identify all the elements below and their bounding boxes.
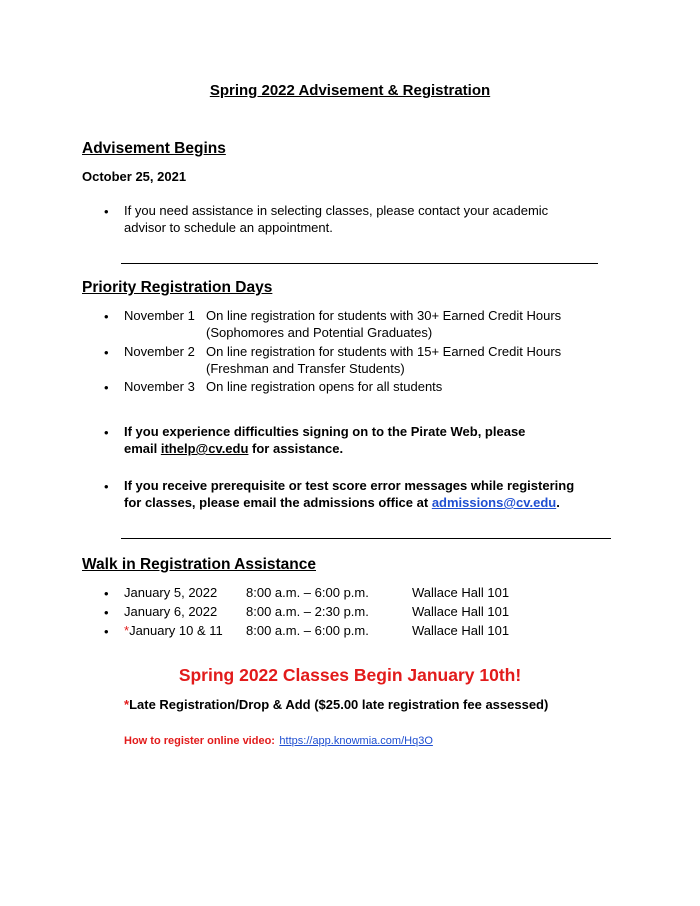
bullet-icon: • xyxy=(104,586,109,601)
advisement-heading: Advisement Begins xyxy=(82,140,226,157)
pirate-web-post: for assistance. xyxy=(248,441,344,456)
asterisk: * xyxy=(124,697,130,712)
prereq-post: . xyxy=(556,495,560,510)
ithelp-email-link[interactable]: ithelp@cv.edu xyxy=(160,441,249,456)
video-link[interactable]: https://app.knowmia.com/Hq3O xyxy=(279,735,433,747)
bullet-icon: • xyxy=(104,479,109,494)
divider xyxy=(121,538,611,539)
video-label: How to register online video: xyxy=(124,735,275,747)
pirate-web-line1: If you experience difficulties signing on to the Pirate Web, please xyxy=(124,424,526,439)
walkin-location: Wallace Hall 101 xyxy=(412,585,510,600)
walkin-date: January 6, 2022 xyxy=(124,604,218,619)
admissions-email-link[interactable]: admissions@cv.edu xyxy=(431,495,557,510)
page-title: Spring 2022 Advisement & Registration xyxy=(209,82,491,99)
prereq-pre: for classes, please email the admissions office at xyxy=(124,495,432,510)
priority-desc-line2: (Freshman and Transfer Students) xyxy=(206,361,405,376)
bullet-icon: • xyxy=(104,624,109,639)
advisement-date: October 25, 2021 xyxy=(82,169,187,184)
prereq-line2 xyxy=(124,494,560,511)
bullet-icon: • xyxy=(104,425,109,440)
prereq-line1: If you receive prerequisite or test score error messages while registering xyxy=(124,478,575,493)
priority-desc-line2: (Sophomores and Potential Graduates) xyxy=(206,325,433,340)
advisement-text-line2: advisor to schedule an appointment. xyxy=(124,220,333,235)
priority-desc-line1: On line registration for students with 15+ Earned Credit Hours xyxy=(206,344,562,359)
walkin-heading: Walk in Registration Assistance xyxy=(82,556,316,573)
advisement-text-line1: If you need assistance in selecting classes, please contact your academic xyxy=(124,203,549,218)
bullet-icon: • xyxy=(104,345,109,360)
priority-date: November 1 xyxy=(124,308,195,323)
priority-desc-line1: On line registration for students with 30+ Earned Credit Hours xyxy=(206,308,562,323)
priority-desc-line1: On line registration opens for all students xyxy=(206,379,443,394)
walkin-location: Wallace Hall 101 xyxy=(412,623,510,638)
walkin-location: Wallace Hall 101 xyxy=(412,604,510,619)
bullet-icon: • xyxy=(104,380,109,395)
walkin-time: 8:00 a.m. – 6:00 p.m. xyxy=(246,585,369,600)
bullet-icon: • xyxy=(104,605,109,620)
priority-heading: Priority Registration Days xyxy=(82,279,273,296)
video-line xyxy=(124,731,433,749)
priority-date: November 3 xyxy=(124,379,195,394)
divider xyxy=(121,263,598,264)
walkin-time: 8:00 a.m. – 2:30 p.m. xyxy=(246,604,369,619)
asterisk: * xyxy=(124,623,130,638)
priority-date: November 2 xyxy=(124,344,195,359)
pirate-web-line2 xyxy=(124,440,343,457)
pirate-web-pre: email xyxy=(124,441,161,456)
bullet-icon: • xyxy=(104,309,109,324)
walkin-date: *January 10 & 11 xyxy=(124,623,223,638)
walkin-date: January 5, 2022 xyxy=(124,585,218,600)
classes-begin-banner: Spring 2022 Classes Begin January 10th! xyxy=(178,665,522,685)
bullet-icon: • xyxy=(104,204,109,219)
late-registration-note: *Late Registration/Drop & Add ($25.00 late registration fee assessed) xyxy=(124,697,549,712)
walkin-time: 8:00 a.m. – 6:00 p.m. xyxy=(246,623,369,638)
